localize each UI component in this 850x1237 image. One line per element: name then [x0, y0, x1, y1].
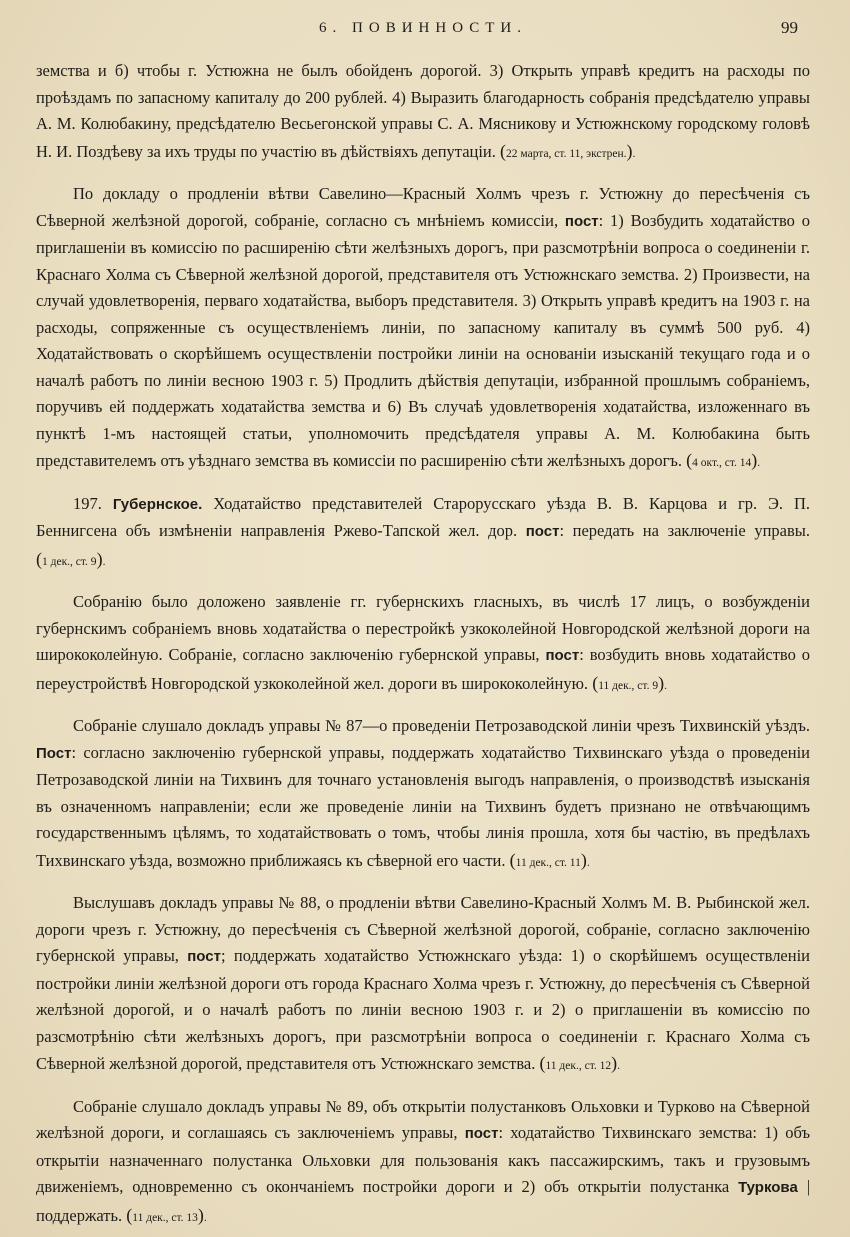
resolution-keyword: пост [464, 1125, 499, 1142]
section-heading: Губернское. [112, 495, 203, 513]
paragraph-4 [36, 589, 810, 699]
reference-text: 4 окт., ст. 14 [692, 457, 752, 469]
paragraph-text: Собранію было доложено заявленіе гг. губернскихъ гласныхъ, въ числѣ 17 лицъ, о возбужденіи губернскимъ собраніемъ вновь ходатайства о перестройкѣ узкоколейной Новгородской желѣзной дороги на ширококолейную. Собраніе, согласно заключенію губернской управы, [36, 592, 810, 664]
paragraph-5 [36, 713, 810, 876]
paragraph-6 [36, 890, 810, 1080]
reference-note: (11 дек., ст. 9). [592, 672, 667, 693]
resolution-keyword: пост [525, 523, 560, 540]
paragraph-text: По докладу о продленіи вѣтви Савелино—Красный Холмъ чрезъ г. Устюжну до пересѣченія съ Сѣверной желѣзной дорогой, собраніе, согласно съ мнѣніемъ комиссіи, [36, 184, 810, 230]
paragraph-text: Собраніе слушало докладъ управы № 87—о проведеніи Петрозаводской линіи чрезъ Тихвинскій уѣздъ. [73, 716, 810, 735]
paragraph-text: | поддержать. [36, 1177, 811, 1225]
paragraph-text: : ходатайство Тихвинскаго земства: 1) объ открытіи назначеннаго полустанка Ольховки для пользованія какъ пассажирскимъ, такъ и грузовымъ движеніемъ, одновременно съ окончаніемъ постройки дороги и 2) объ открытіи полустанка [36, 1123, 810, 1196]
section-number: 197. [73, 493, 102, 513]
paragraph-text: : 1) Возбудить ходатайство о приглашеніи въ комиссію по расширенію сѣти желѣзныхъ дорогъ, при разсмотрѣніи вопроса о соединеніи г. Краснаго Холма съ Сѣверной желѣзной дорогой, представителя отъ Устюжнскаго земства. 2) Произвести, на случай удовлетворенія, перваго ходатайства, выборъ представителя. 3) Открыть управѣ кредитъ на 1903 г. на расходы, сопряженные съ осуществленіемъ линіи, по запасному капиталу въ суммѣ 500 руб. 4) Ходатайствовать о скорѣйшемъ осуществленіи постройки линіи на основаніи изысканій текущаго года и о началѣ работъ по линіи весною 1903 г. 5) Продлить дѣйствія депутаціи, избранной прошлымъ собраніемъ, поручивъ ей поддержать ходатайства земства и 6) Въ случаѣ удовлетворенія ходатайства, изложеннаго въ пунктѣ 1-мъ настоящей статьи, уполномочить предсѣдателя управы А. М. Колюбакина быть представителемъ отъ уѣзднаго земства въ комиссіи по расширенію сѣти желѣзныхъ дорогъ. [36, 210, 810, 470]
page-header [36, 18, 810, 44]
paragraph-text: Собраніе слушало докладъ управы № 89, объ открытіи полустанковъ Ольховки и Турково на Сѣверной желѣзной дороги, и соглашаясь съ заключеніемъ управы, [36, 1096, 810, 1142]
paragraph-text: Ходатайство представителей Старорусскаго уѣзда В. В. Карцова и гр. Э. П. Беннигсена объ измѣненіи направленія Ржево-Тапской жел. дор. [36, 493, 811, 540]
running-title: 6. ПОВИННОСТИ. [319, 20, 527, 36]
paragraph-text: Выслушавъ докладъ управы № 88, о продленіи вѣтви Савелино-Красный Холмъ М. В. Рыбинской жел. дороги чрезъ г. Устюжну, до пересѣченія съ Сѣверной желѣзной дорогой, собраніе, согласно заключенію губернской управы, [36, 893, 810, 965]
paragraph-2 [36, 181, 810, 477]
paragraph-text: : передать на заключеніе управы. [559, 521, 811, 540]
reference-note: (11 дек., ст. 11). [509, 849, 590, 870]
reference-text: 11 дек., ст. 12 [545, 1060, 612, 1072]
paragraph-text: : возбудить вновь ходатайство о переустройствѣ Новгородской узкоколейной жел. дороги въ ширококолейную. [36, 645, 811, 693]
paragraph-text: земства и б) чтобы г. Устюжна не былъ обойденъ дорогой. 3) Открыть управѣ кредитъ на расходы по проѣздамъ по запасному капиталу до 200 рублей. 4) Выразить благодарность собранія предсѣдателю управы А. М. Колюбакину, предсѣдателю Весьегонской управы С. А. Мясникову и Устюжнскому городскому головѣ Н. И. Поздѣеву за ихъ труды по участію въ дѣйствіяхъ депутаціи. [36, 61, 810, 161]
paragraph-text: ; поддержать ходатайство Устюжнскаго уѣзда: 1) о скорѣйшемъ осуществленіи постройки линіи желѣзной дороги отъ города Краснаго Холма чрезъ г. Устюжну, до пересѣченія съ Сѣверной желѣзной дорогой, и о началѣ работъ по линіи весною 1903 г. и 2) о приглашеніи въ комиссію по разсмотрѣнію сѣти желѣзныхъ дорогъ, при разсмотрѣніи вопроса о соединеніи г. Краснаго Холма съ Сѣверной желѣзной дорогой, представителя отъ Устюжнскаго земства. [36, 946, 811, 1073]
resolution-keyword: пост [187, 948, 221, 965]
paragraph-7 [36, 1094, 810, 1232]
reference-note: (4 окт., ст. 14). [686, 450, 761, 470]
resolution-keyword: пост [564, 212, 599, 230]
reference-text: 11 дек., ст. 11 [515, 856, 581, 869]
reference-note: (1 дек., ст. 9). [36, 548, 106, 569]
paragraph-3 [36, 491, 810, 576]
reference-text: 11 дек., ст. 9 [598, 679, 659, 692]
resolution-keyword: пост [545, 647, 580, 664]
station-name: Туркова [738, 1179, 798, 1196]
reference-text: 1 дек., ст. 9 [42, 555, 97, 568]
paragraph-1 [36, 58, 810, 167]
reference-note: (11 дек., ст. 13). [126, 1204, 207, 1225]
reference-note: (22 марта, ст. 11, экстрен.). [500, 140, 636, 161]
reference-text: 11 дек., ст. 13 [132, 1211, 198, 1224]
page-number: 99 [781, 18, 798, 37]
reference-note: (11 дек., ст. 12). [539, 1053, 620, 1073]
paragraph-text: : согласно заключенію губернской управы, поддержать ходатайство Тихвинскаго уѣзда о проведеніи Петрозаводской линіи на Тихвинъ для точнаго установленія выгодъ направленія, о производствѣ изысканія въ означенномъ направленіи; если же проведеніе линіи на Тихвинъ будетъ признано не отвѣчающимъ государственнымъ цѣлямъ, то ходатайствовать о томъ, чтобы линія прошла, хотя бы частію, въ предѣлахъ Тихвинскаго уѣзда, возможно приближаясь къ сѣверной его части. [36, 742, 810, 870]
resolution-keyword: Пост [36, 744, 72, 762]
reference-text: 22 марта, ст. 11, экстрен. [506, 147, 627, 160]
